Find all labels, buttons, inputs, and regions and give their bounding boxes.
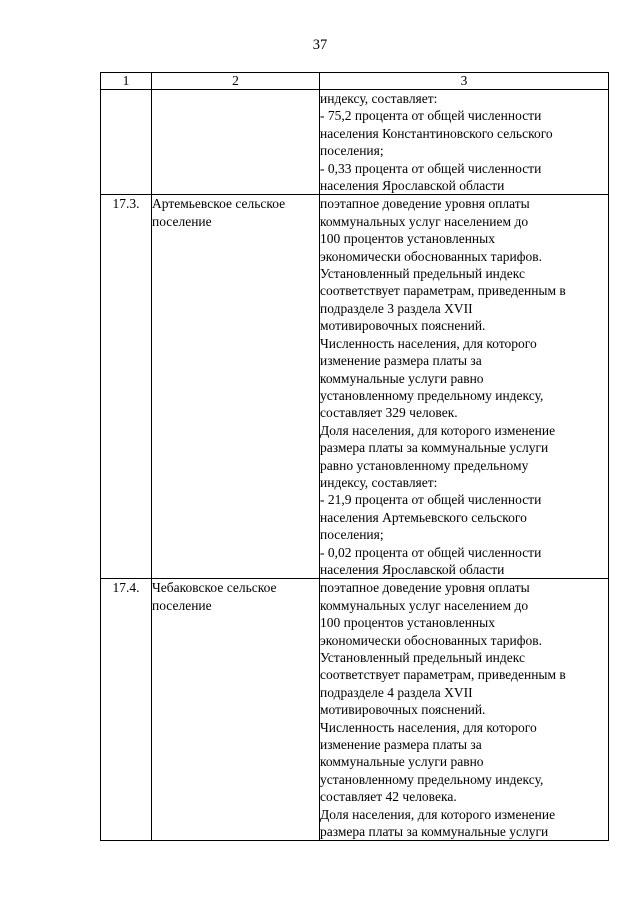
description-line: Установленный предельный индекс bbox=[320, 650, 525, 665]
description-line: размера платы за коммунальные услуги bbox=[320, 440, 549, 456]
table-row bbox=[101, 579, 609, 841]
description-line: коммунальных услуг населением до bbox=[320, 213, 529, 229]
description-line: индексу, составляет: bbox=[320, 474, 438, 490]
description-cell bbox=[320, 90, 609, 195]
row-number-cell: 17.3. bbox=[101, 195, 152, 579]
description-line: соответствует параметрам, приведенным в bbox=[320, 667, 566, 683]
page-number: 37 bbox=[312, 37, 328, 53]
row-number-cell bbox=[101, 90, 152, 195]
description-line: поэтапное доведение уровня оплаты bbox=[320, 196, 530, 212]
description-line: установленному предельному индексу, bbox=[320, 387, 544, 403]
description-line: населения Константиновского сельского bbox=[320, 125, 553, 141]
description-cell bbox=[320, 195, 609, 579]
description-line: подразделе 3 раздела XVII bbox=[320, 300, 473, 316]
description-line: мотивировочных пояснений. bbox=[320, 318, 486, 334]
description-line: 100 процентов установленных bbox=[320, 615, 495, 631]
description-line: 100 процентов установленных bbox=[320, 231, 495, 247]
table-row bbox=[101, 90, 609, 195]
description-line: установленному предельному индексу, bbox=[320, 771, 544, 787]
settlement-name-line: поселение bbox=[152, 213, 212, 229]
description-line: составляет 42 человека. bbox=[320, 789, 457, 805]
header-row bbox=[101, 73, 609, 90]
description-line: - 0,33 процента от общей численности bbox=[320, 160, 542, 176]
description-line: - 21,9 процента от общей численности bbox=[320, 492, 542, 508]
settlement-name-line: поселение bbox=[152, 597, 212, 613]
description-line: поселения; bbox=[320, 143, 384, 159]
description-line: поэтапное доведение уровня оплаты bbox=[320, 580, 530, 596]
description-line: изменение размера платы за bbox=[320, 353, 482, 369]
description-line: населения Ярославской области bbox=[320, 561, 505, 577]
settlement-name-line: Артемьевское сельское bbox=[152, 196, 286, 212]
description-line: индексу, составляет: bbox=[320, 91, 438, 106]
row-number-cell: 17.4. bbox=[101, 579, 152, 841]
table-body bbox=[101, 73, 609, 841]
header-cell-3: 3 bbox=[320, 73, 609, 90]
description-line: Численность населения, для которого bbox=[320, 719, 537, 735]
description-line: коммунальные услуги равно bbox=[320, 370, 484, 386]
description-line: поселения; bbox=[320, 527, 384, 543]
description-line: составляет 329 человек. bbox=[320, 405, 458, 421]
description-line: населения Артемьевского сельского bbox=[320, 509, 527, 525]
description-line: размера платы за коммунальные услуги bbox=[320, 824, 549, 840]
description-line: равно установленному предельному bbox=[320, 457, 529, 473]
description-line: подразделе 4 раздела XVII bbox=[320, 684, 473, 700]
description-line: Доля населения, для которого изменение bbox=[320, 422, 556, 438]
description-line: населения Ярославской области bbox=[320, 178, 505, 194]
description-line: коммунальных услуг населением до bbox=[320, 597, 529, 613]
description-cell bbox=[320, 579, 609, 841]
description-line: Численность населения, для которого bbox=[320, 335, 537, 351]
description-line: соответствует параметрам, приведенным в bbox=[320, 283, 566, 299]
description-line: экономически обоснованных тарифов. bbox=[320, 248, 542, 264]
description-line: - 75,2 процента от общей численности bbox=[320, 108, 542, 124]
settlement-name-cell bbox=[152, 579, 320, 841]
settlement-name-cell bbox=[152, 90, 320, 195]
description-line: мотивировочных пояснений. bbox=[320, 702, 486, 718]
header-cell-1: 1 bbox=[101, 73, 152, 90]
description-line: Доля населения, для которого изменение bbox=[320, 806, 556, 822]
header-cell-2: 2 bbox=[152, 73, 320, 90]
description-line: - 0,02 процента от общей численности bbox=[320, 544, 542, 560]
description-line: Установленный предельный индекс bbox=[320, 266, 525, 282]
settlement-name-cell bbox=[152, 195, 320, 579]
settlement-name-line: Чебаковское сельское bbox=[152, 580, 277, 596]
description-line: экономически обоснованных тарифов. bbox=[320, 632, 542, 648]
table-row bbox=[101, 195, 609, 579]
description-line: коммунальные услуги равно bbox=[320, 754, 484, 770]
description-line: изменение размера платы за bbox=[320, 737, 482, 753]
data-table bbox=[100, 72, 609, 841]
